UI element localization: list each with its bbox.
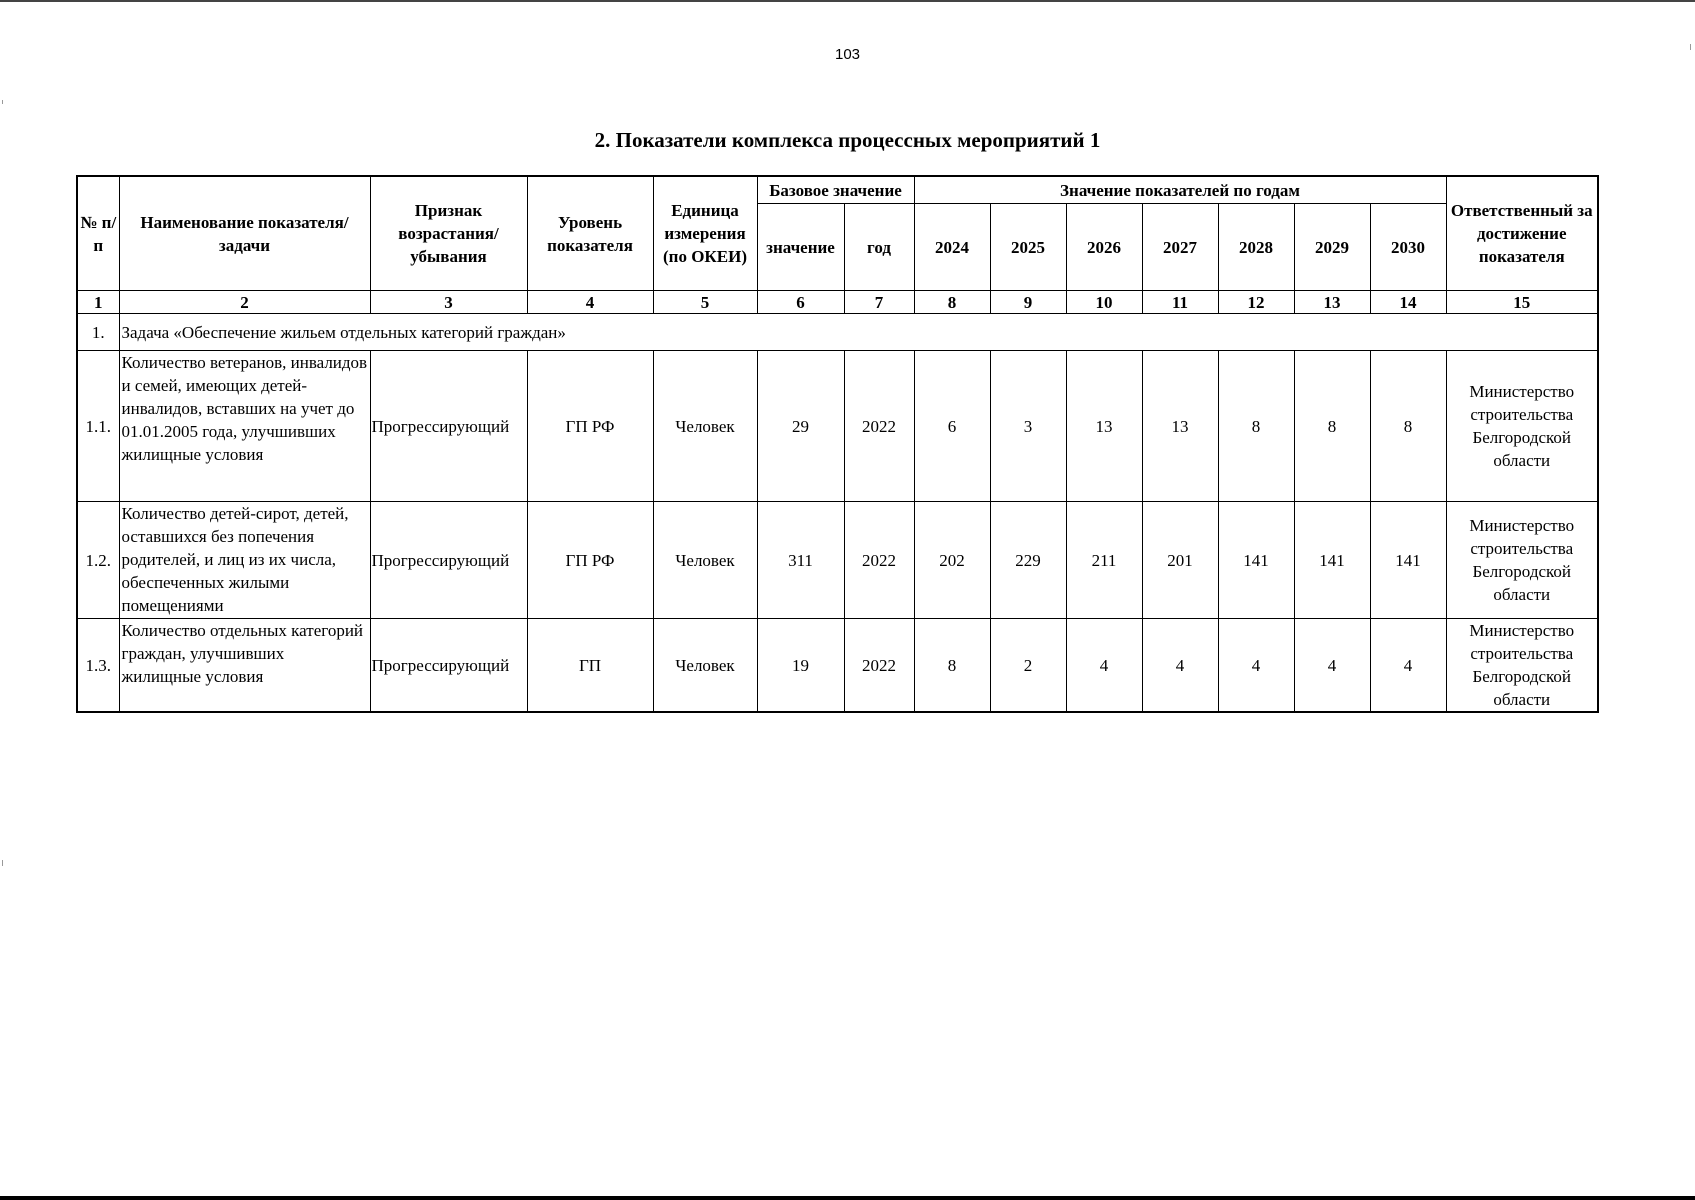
row-value-2028: 8	[1218, 351, 1294, 502]
header-year-2028: 2028	[1218, 204, 1294, 291]
row-value-2030: 4	[1370, 619, 1446, 713]
row-base-value: 29	[757, 351, 844, 502]
header-row-top	[77, 176, 1598, 204]
column-number: 6	[757, 291, 844, 314]
row-value-2029: 141	[1294, 502, 1370, 619]
header-base-value: значение	[757, 204, 844, 291]
scan-margin-mark	[2, 100, 3, 104]
row-sign: Прогрессирующий	[370, 351, 527, 502]
row-unit: Человек	[653, 502, 757, 619]
row-value-2024: 6	[914, 351, 990, 502]
row-base-year: 2022	[844, 619, 914, 713]
row-value-2027: 201	[1142, 502, 1218, 619]
top-scan-edge	[0, 0, 1695, 2]
bottom-scan-edge	[0, 1196, 1695, 1200]
header-name: Наименование показателя/задачи	[119, 176, 370, 291]
row-base-year: 2022	[844, 351, 914, 502]
column-number: 9	[990, 291, 1066, 314]
column-number: 10	[1066, 291, 1142, 314]
header-year-2030: 2030	[1370, 204, 1446, 291]
header-years-group: Значение показателей по годам	[914, 176, 1446, 204]
row-level: ГП	[527, 619, 653, 713]
row-value-2026: 211	[1066, 502, 1142, 619]
header-unit: Единица измерения (по ОКЕИ)	[653, 176, 757, 291]
row-value-2027: 4	[1142, 619, 1218, 713]
row-unit: Человек	[653, 351, 757, 502]
row-name: Количество детей-сирот, детей, оставшихся без попечения родителей, и лиц из их числа, обеспеченных жилыми помещениями	[119, 502, 370, 619]
row-responsible: Министерство строительства Белгородской области	[1446, 619, 1598, 713]
page-title: 2. Показатели комплекса процессных мероприятий 1	[594, 128, 1101, 152]
header-no: № п/п	[77, 176, 119, 291]
header-responsible: Ответственный за достижение показателя	[1446, 176, 1598, 291]
row-value-2026: 4	[1066, 619, 1142, 713]
row-value-2029: 4	[1294, 619, 1370, 713]
scan-margin-mark	[1690, 44, 1691, 50]
scan-margin-mark	[2, 860, 3, 866]
row-base-value: 19	[757, 619, 844, 713]
column-number: 14	[1370, 291, 1446, 314]
column-number: 15	[1446, 291, 1598, 314]
row-level: ГП РФ	[527, 502, 653, 619]
header-year-2027: 2027	[1142, 204, 1218, 291]
header-year-2029: 2029	[1294, 204, 1370, 291]
row-name: Количество ветеранов, инвалидов и семей, имеющих детей-инвалидов, вставших на учет до 01.01.2005 года, улучшивших жилищные условия	[119, 351, 370, 502]
row-responsible: Министерство строительства Белгородской области	[1446, 502, 1598, 619]
row-value-2029: 8	[1294, 351, 1370, 502]
column-number-row	[77, 291, 1598, 314]
row-value-2025: 229	[990, 502, 1066, 619]
row-base-year: 2022	[844, 502, 914, 619]
header-year-2026: 2026	[1066, 204, 1142, 291]
row-sign: Прогрессирующий	[370, 502, 527, 619]
task-row	[77, 314, 1598, 351]
column-number: 11	[1142, 291, 1218, 314]
row-unit: Человек	[653, 619, 757, 713]
row-name: Количество отдельных категорий граждан, улучшивших жилищные условия	[119, 619, 370, 713]
row-base-value: 311	[757, 502, 844, 619]
task-no: 1.	[77, 314, 119, 351]
row-value-2024: 202	[914, 502, 990, 619]
header-year-2025: 2025	[990, 204, 1066, 291]
column-number: 7	[844, 291, 914, 314]
column-number: 2	[119, 291, 370, 314]
column-number: 8	[914, 291, 990, 314]
column-number: 4	[527, 291, 653, 314]
column-number: 1	[77, 291, 119, 314]
row-value-2026: 13	[1066, 351, 1142, 502]
header-base-year: год	[844, 204, 914, 291]
row-no: 1.1.	[77, 351, 119, 502]
row-value-2025: 2	[990, 619, 1066, 713]
row-value-2030: 8	[1370, 351, 1446, 502]
row-value-2025: 3	[990, 351, 1066, 502]
row-sign: Прогрессирующий	[370, 619, 527, 713]
row-responsible: Министерство строительства Белгородской области	[1446, 351, 1598, 502]
column-number: 12	[1218, 291, 1294, 314]
header-year-2024: 2024	[914, 204, 990, 291]
header-base-group: Базовое значение	[757, 176, 914, 204]
column-number: 13	[1294, 291, 1370, 314]
row-no: 1.3.	[77, 619, 119, 713]
header-level: Уровень показателя	[527, 176, 653, 291]
table-row	[77, 502, 1598, 619]
row-value-2028: 141	[1218, 502, 1294, 619]
row-level: ГП РФ	[527, 351, 653, 502]
header-sign: Признак возрастания/ убывания	[370, 176, 527, 291]
table-row	[77, 619, 1598, 713]
table-row	[77, 351, 1598, 502]
row-value-2024: 8	[914, 619, 990, 713]
indicators-table	[76, 175, 1599, 713]
row-no: 1.2.	[77, 502, 119, 619]
page-number: 103	[834, 46, 861, 63]
column-number: 3	[370, 291, 527, 314]
row-value-2027: 13	[1142, 351, 1218, 502]
row-value-2028: 4	[1218, 619, 1294, 713]
row-value-2030: 141	[1370, 502, 1446, 619]
task-text: Задача «Обеспечение жильем отдельных категорий граждан»	[119, 314, 1598, 351]
column-number: 5	[653, 291, 757, 314]
